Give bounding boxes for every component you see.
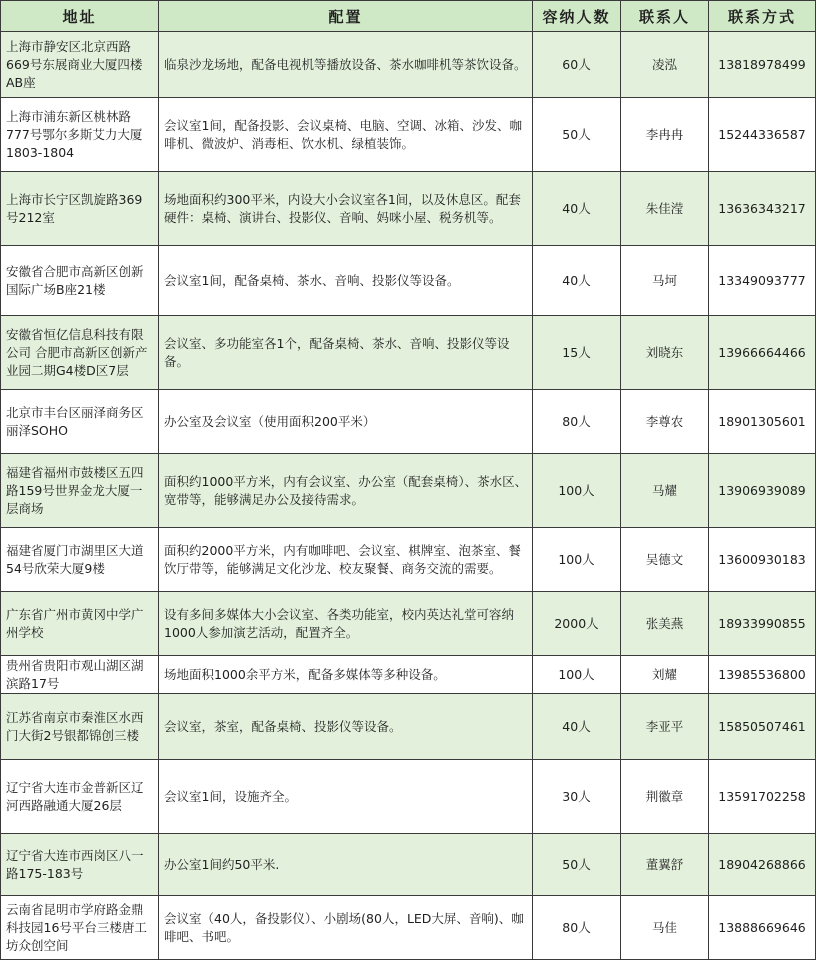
address-cell: 上海市浦东新区桃林路777号鄂尔多斯艾力大厦1803-1804	[1, 98, 159, 172]
phone-cell: 18904268866	[709, 834, 816, 896]
capacity-cell: 50人	[533, 98, 621, 172]
config-cell: 会议室1间，设施齐全。	[159, 760, 533, 834]
capacity-cell: 80人	[533, 896, 621, 960]
header-config: 配置	[159, 1, 533, 32]
capacity-cell: 15人	[533, 316, 621, 390]
capacity-cell: 50人	[533, 834, 621, 896]
contact-cell: 董翼舒	[621, 834, 709, 896]
phone-cell: 13591702258	[709, 760, 816, 834]
config-cell: 会议室1间，配备桌椅、茶水、音响、投影仪等设备。	[159, 246, 533, 316]
phone-cell: 13636343217	[709, 172, 816, 246]
table-row	[1, 390, 816, 454]
table-row	[1, 246, 816, 316]
table-row	[1, 98, 816, 172]
contact-cell: 马耀	[621, 454, 709, 528]
phone-cell: 13818978499	[709, 32, 816, 98]
address-cell: 云南省昆明市学府路金鼎科技园16号平台三楼唐工坊众创空间	[1, 896, 159, 960]
capacity-cell: 2000人	[533, 592, 621, 656]
table-row	[1, 32, 816, 98]
capacity-cell: 100人	[533, 656, 621, 694]
table-row	[1, 834, 816, 896]
header-capacity: 容纳人数	[533, 1, 621, 32]
header-contact: 联系人	[621, 1, 709, 32]
config-cell: 面积约2000平方米，内有咖啡吧、会议室、棋牌室、泡茶室、餐饮厅带等，能够满足文化沙龙、校友聚餐、商务交流的需要。	[159, 528, 533, 592]
table-row	[1, 454, 816, 528]
capacity-cell: 100人	[533, 454, 621, 528]
contact-cell: 凌泓	[621, 32, 709, 98]
address-cell: 安徽省恒亿信息科技有限公司 合肥市高新区创新产业园二期G4楼D区7层	[1, 316, 159, 390]
table-row	[1, 528, 816, 592]
address-cell: 上海市静安区北京西路669号东展商业大厦四楼AB座	[1, 32, 159, 98]
address-cell: 辽宁省大连市金普新区辽河西路融通大厦26层	[1, 760, 159, 834]
contact-cell: 李尊农	[621, 390, 709, 454]
config-cell: 面积约1000平方米，内有会议室、办公室（配套桌椅）、茶水区、宽带等，能够满足办公及接待需求。	[159, 454, 533, 528]
table-row	[1, 172, 816, 246]
table-row	[1, 656, 816, 694]
contact-cell: 荆徽章	[621, 760, 709, 834]
capacity-cell: 80人	[533, 390, 621, 454]
contact-cell: 张美燕	[621, 592, 709, 656]
address-cell: 福建省厦门市湖里区大道54号欣荣大厦9楼	[1, 528, 159, 592]
address-cell: 辽宁省大连市西岗区八一路175-183号	[1, 834, 159, 896]
phone-cell: 13985536800	[709, 656, 816, 694]
table-header-row	[1, 1, 816, 32]
table-row	[1, 592, 816, 656]
address-cell: 上海市长宁区凯旋路369号212室	[1, 172, 159, 246]
config-cell: 会议室，茶室，配备桌椅、投影仪等设备。	[159, 694, 533, 760]
config-cell: 临泉沙龙场地，配备电视机等播放设备、茶水咖啡机等茶饮设备。	[159, 32, 533, 98]
contact-cell: 朱佳滢	[621, 172, 709, 246]
config-cell: 设有多间多媒体大小会议室、各类功能室，校内英达礼堂可容纳1000人参加演艺活动，配置齐全。	[159, 592, 533, 656]
capacity-cell: 40人	[533, 172, 621, 246]
phone-cell: 13966664466	[709, 316, 816, 390]
address-cell: 广东省广州市黄冈中学广州学校	[1, 592, 159, 656]
config-cell: 场地面积1000余平方米，配备多媒体等多种设备。	[159, 656, 533, 694]
config-cell: 会议室、多功能室各1个，配备桌椅、茶水、音响、投影仪等设备。	[159, 316, 533, 390]
phone-cell: 18933990855	[709, 592, 816, 656]
address-cell: 安徽省合肥市高新区创新国际广场B座21楼	[1, 246, 159, 316]
phone-cell: 15244336587	[709, 98, 816, 172]
capacity-cell: 100人	[533, 528, 621, 592]
phone-cell: 15850507461	[709, 694, 816, 760]
contact-cell: 马坷	[621, 246, 709, 316]
table-row	[1, 760, 816, 834]
table-row	[1, 316, 816, 390]
config-cell: 办公室1间约50平米.	[159, 834, 533, 896]
phone-cell: 13888669646	[709, 896, 816, 960]
capacity-cell: 60人	[533, 32, 621, 98]
contact-cell: 刘晓东	[621, 316, 709, 390]
config-cell: 场地面积约300平米，内设大小会议室各1间，以及休息区。配套硬件：桌椅、演讲台、投影仪、音响、妈咪小屋、税务机等。	[159, 172, 533, 246]
contact-cell: 吴德文	[621, 528, 709, 592]
address-cell: 贵州省贵阳市观山湖区湖滨路17号	[1, 656, 159, 694]
address-cell: 福建省福州市鼓楼区五四路159号世界金龙大厦一层商场	[1, 454, 159, 528]
address-cell: 江苏省南京市秦淮区水西门大街2号银都锦创三楼	[1, 694, 159, 760]
phone-cell: 13600930183	[709, 528, 816, 592]
contact-cell: 李冉冉	[621, 98, 709, 172]
capacity-cell: 30人	[533, 760, 621, 834]
config-cell: 会议室1间，配备投影、会议桌椅、电脑、空调、冰箱、沙发、咖啡机、微波炉、消毒柜、饮水机、绿植装饰。	[159, 98, 533, 172]
contact-cell: 刘耀	[621, 656, 709, 694]
config-cell: 会议室（40人，备投影仪）、小剧场(80人，LED大屏、音响)、咖啡吧、书吧。	[159, 896, 533, 960]
capacity-cell: 40人	[533, 694, 621, 760]
header-phone: 联系方式	[709, 1, 816, 32]
table-row	[1, 694, 816, 760]
phone-cell: 13906939089	[709, 454, 816, 528]
contact-cell: 马佳	[621, 896, 709, 960]
contact-cell: 李亚平	[621, 694, 709, 760]
header-address: 地址	[1, 1, 159, 32]
phone-cell: 18901305601	[709, 390, 816, 454]
address-cell: 北京市丰台区丽泽商务区丽泽SOHO	[1, 390, 159, 454]
capacity-cell: 40人	[533, 246, 621, 316]
phone-cell: 13349093777	[709, 246, 816, 316]
config-cell: 办公室及会议室（使用面积200平米）	[159, 390, 533, 454]
table-row	[1, 896, 816, 960]
